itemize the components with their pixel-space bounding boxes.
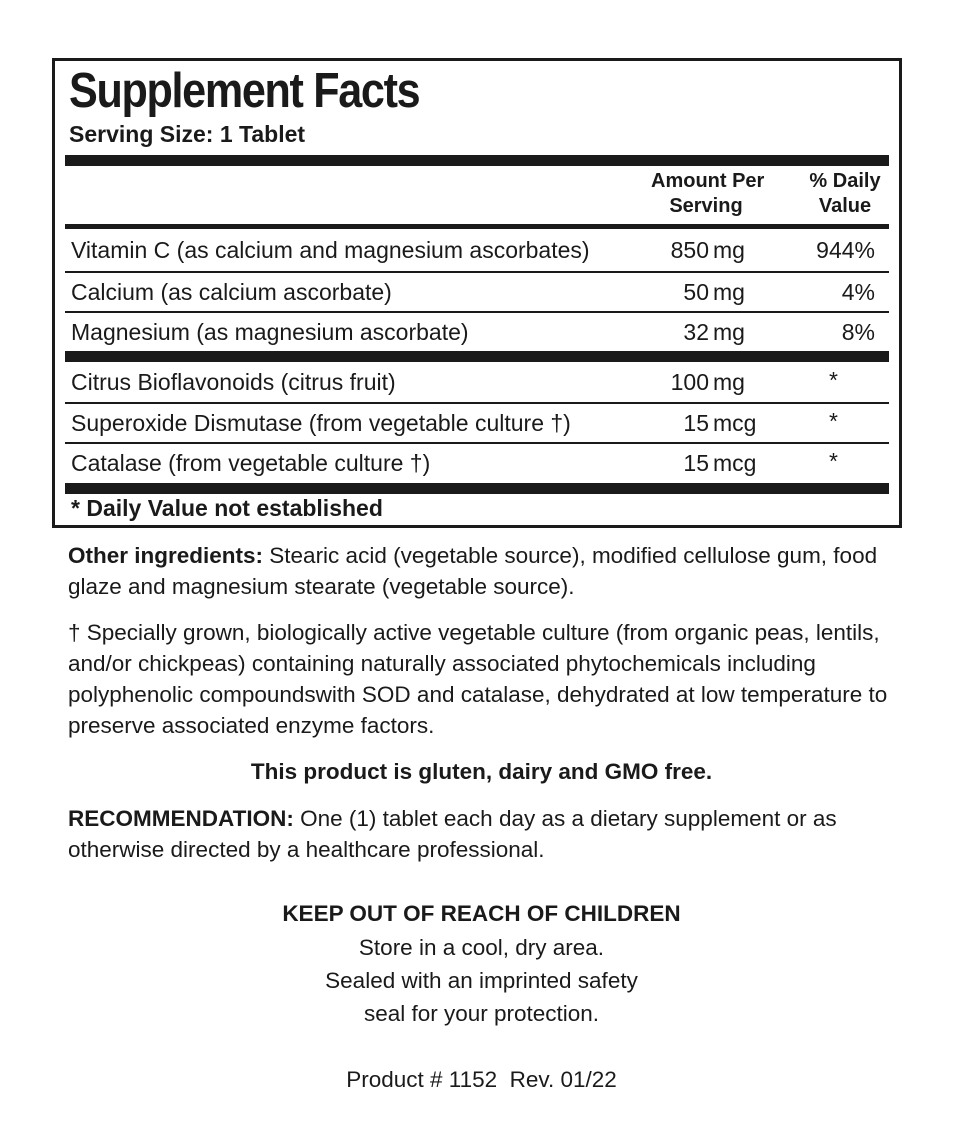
- ingredient-name: Superoxide Dismutase (from vegetable culture †): [71, 410, 571, 436]
- ingredient-unit: mcg: [713, 410, 757, 436]
- ingredient-name: Citrus Bioflavonoids (citrus fruit): [71, 369, 396, 395]
- ingredient-row: [65, 363, 889, 401]
- storage-line: Store in a cool, dry area.: [358, 935, 605, 960]
- rule-header-bottom: [65, 224, 889, 229]
- ingredient-row: [65, 404, 889, 442]
- header-daily-value: [795, 169, 895, 219]
- nutrient-name: Calcium (as calcium ascorbate): [71, 279, 392, 305]
- ingredient-row: [65, 444, 889, 482]
- warning-heading: KEEP OUT OF REACH OF CHILDREN: [282, 901, 681, 926]
- daily-value-footnote: * Daily Value not established: [71, 495, 383, 521]
- nutrient-unit: mg: [713, 279, 745, 305]
- free-from-statement: This product is gluten, dairy and GMO free.: [250, 759, 713, 784]
- ingredient-name: Catalase (from vegetable culture †): [71, 450, 431, 476]
- rule-thick-top: [65, 155, 889, 166]
- seal-line-2: seal for your protection.: [363, 1001, 600, 1026]
- nutrient-amount: 850: [670, 237, 709, 263]
- rule-thick-middle: [65, 351, 889, 362]
- other-ingredients-text: Stearic acid (vegetable source), modified cellulose gum, food glaze and magnesium stearate (vegetable source).: [68, 543, 878, 599]
- nutrient-row: [65, 273, 889, 311]
- recommendation-text: One (1) tablet each day as a dietary supplement or as otherwise directed by a healthcare professional.: [68, 806, 837, 862]
- header-dv-line1: % Daily: [809, 170, 881, 192]
- ingredient-daily-value: *: [829, 408, 838, 434]
- nutrient-name: Magnesium (as magnesium ascorbate): [71, 319, 469, 345]
- supplement-facts-panel: [52, 58, 902, 528]
- header-amount-per-serving: [651, 169, 765, 219]
- product-code: Product # 1152 Rev. 01/22: [346, 1067, 617, 1092]
- other-ingredients: [68, 540, 898, 602]
- ingredient-amount: 100: [670, 369, 709, 395]
- nutrient-row: [65, 231, 889, 269]
- ingredient-unit: mcg: [713, 450, 757, 476]
- ingredient-daily-value: *: [829, 367, 838, 393]
- header-amount-line2: Serving: [669, 195, 743, 217]
- nutrient-unit: mg: [713, 237, 745, 263]
- nutrient-name: Vitamin C (as calcium and magnesium ascorbates): [71, 237, 590, 263]
- ingredient-unit: mg: [713, 369, 745, 395]
- nutrient-daily-value: 944%: [816, 237, 875, 263]
- nutrient-amount: 32: [683, 319, 709, 345]
- culture-note: † Specially grown, biologically active vegetable culture (from organic peas, lentils, and/or chickpeas) containing naturally associated phytochemicals including polyphenolic compoundswith SOD and catalase, dehydrated at low temperature to preserve associated enzyme factors.: [68, 620, 888, 738]
- ingredient-amount: 15: [683, 450, 709, 476]
- rule-thick-bottom: [65, 483, 889, 494]
- ingredient-daily-value: *: [829, 448, 838, 474]
- serving-size: Serving Size: 1 Tablet: [69, 121, 306, 147]
- other-ingredients-label: Other ingredients:: [68, 543, 264, 568]
- ingredient-amount: 15: [683, 410, 709, 436]
- recommendation: [68, 803, 898, 865]
- nutrient-unit: mg: [713, 319, 745, 345]
- header-amount-line1: Amount Per: [651, 170, 765, 192]
- recommendation-label: RECOMMENDATION:: [68, 806, 294, 831]
- seal-line-1: Sealed with an imprinted safety: [325, 968, 638, 993]
- header-dv-line2: Value: [818, 195, 872, 217]
- nutrient-row: [65, 313, 889, 351]
- nutrient-daily-value: 4%: [841, 279, 875, 305]
- nutrient-amount: 50: [683, 279, 709, 305]
- nutrient-daily-value: 8%: [841, 319, 875, 345]
- panel-title: Supplement Facts: [69, 64, 420, 118]
